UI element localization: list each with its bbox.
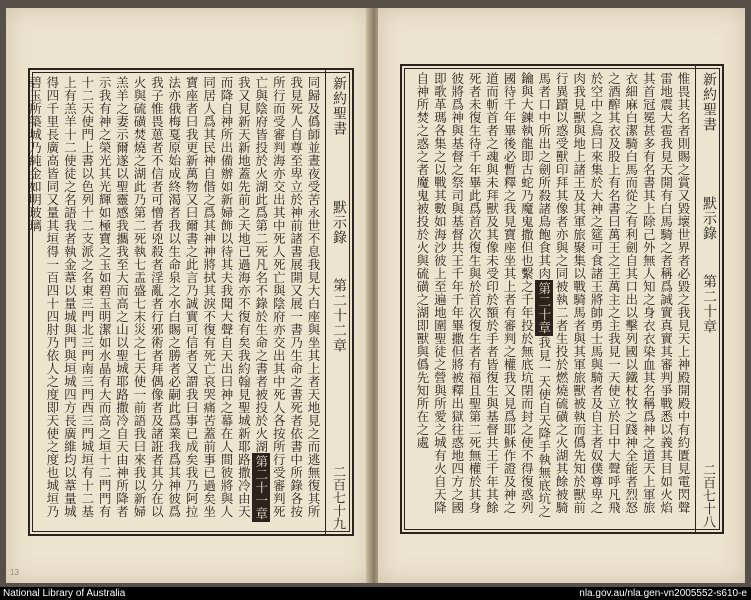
library-credit: National Library of Australia (3, 588, 126, 599)
left-header-title: 新約聖書 (331, 76, 347, 136)
right-body-pre: 惟畏其名者則賜之賞又毀壞世界者必毀之我見天上神殿開殿中有約匱見電閃聲雷地震大雹我見天開有白馬騎之者稱爲誠實真實其審判爭戰悉以義其目如火焰其首冠冕甚多有名書其上除己外無人知之身衣衣染血其名稱爲神之道天上軍旅衣細麻白潔騎白馬而從之有利劍自其口出以擊列國以鐵杖牧之踐神全能者烈怒之酒醡其衣及股上有名書曰萬王之王萬主之主我見一天使立於日中大聲呼凡飛於空中之鳥曰來集於大神之筵可食諸王將帥勇士馬與騎者及自主者奴僕尊卑之肉我見獸與地上諸王及其軍旅聚集以戰騎馬者與其軍旅獸被執而僞先知於獸前行異蹟以惑受獸印拜其像者亦與之同被執二者生投於燃燒硫磺之火湖其餘被騎馬者口中所出之劍所殺諸鳥飽食其肉 (536, 72, 691, 514)
left-body-post: 我又見新天新地蓋先前之天地已過海亦不復有矣我約翰見聖城新耶路撒冷由天而降自神所出備辦如新婦飾以待其夫我聞大聲自天出曰神之幕在人間彼將與人同居人爲其民神自偕之爲其神神將拭其淚不復有死亡哀哭痛苦蓋前事已過矣坐寶座者曰我更新萬物又曰爾書之此言乃誠實可信者又謂我曰事已成矣我乃阿拉法亦俄梅戛原始成終渴者我以生命泉之水白賜之勝者必嗣此爲業我爲其神彼爲我子惟畏葸者不信者可憎者兇殺者淫亂者行邪術者拜偶像者及諸誑者其分在以火與硫磺焚燒之湖此乃第二死執七盂盛七末災之七天使一前語我曰來我以新婦羔羊之妻示爾遂以聖靈感我攜我至大而高之山以聖城耶路撒冷自天由神所降者示我有神之榮光其光輝如極寶之玉如碧玉明潔如水晶有大而高之垣十二門門有十二天使門上書以色列十二支派之名東三門北三門南三門西三門城垣有十二基上有羔羊十二使徒之名語我者執金葦以量城與門與垣城四方長廣維均以葦量城得四千里長廣高皆同又量其垣得一百四十四肘乃依人之度即天使之度也城垣乃碧玉所築城乃純金如明玻璃 (27, 76, 252, 518)
left-header-chapter: 第二十二章 (331, 278, 347, 353)
left-header-strip (325, 70, 352, 534)
left-chapter-mark: 第二十一章 (253, 455, 269, 520)
right-chapter-mark: 第二十章 (536, 282, 552, 334)
right-header-chapter: 第二十章 (701, 274, 717, 334)
left-page (6, 8, 370, 583)
right-body-post: 我見一天使自天降手執無底坑之鑰與大鍊執龍即古蛇乃魔鬼撒但也繫之千年投於無底坑閉而封之使不得復惑列國待千年畢後必暫釋之我見寶座坐其上者有審判之權我又見爲耶穌作證及神之道而斬首者之魂與未拜獸及其像未受印於額於手者皆復生與基督共王千年其餘死者未復生待千年畢此爲首次復生與於首次復生者有福且聖第二死無權於其身彼將爲神與基督之祭司與基督共王千年千年畢撒但將被釋出獄往惑地四方之國即歌革瑪各集之以戰其數如海沙彼上至遍地圍聖徒之營與所愛之城有火自天降自神所焚之惑之者魔鬼被投於火與硫磺之湖即獸與僞先知所在之處 (414, 72, 552, 518)
status-bar (0, 587, 751, 600)
item-identifier-link[interactable]: nla.gov.au/nla.gen-vn2005552-s610-e (579, 588, 747, 599)
right-page (378, 8, 745, 583)
left-folio: 二百七十九 (330, 465, 345, 530)
right-folio: 二百七十八 (700, 463, 715, 528)
left-body-text (27, 76, 322, 528)
right-page-frame (400, 64, 724, 534)
left-body-pre: 同歸及僞師並晝夜受苦永世不息我見大白座與坐其上者天地見之而逃無復其所我見死人自尊至卑立於神前諸書展開又展一書乃生命之書死者依書中所錄各按所行而受審判海亦交出其中死人死亡與陰府亦交出其中死人各按所行受審判死亡與陰府皆投於火湖此爲第二死凡名不錄於生命之書者被投於火湖 (253, 76, 321, 518)
right-header-strip (695, 66, 722, 532)
left-page-frame (28, 68, 354, 536)
right-body-text (408, 72, 692, 526)
right-header-title: 新約聖書 (701, 72, 717, 132)
left-header-book: 默示錄 (331, 200, 347, 245)
right-header-book: 默示錄 (701, 196, 717, 241)
pencil-note: 13 (10, 568, 19, 577)
